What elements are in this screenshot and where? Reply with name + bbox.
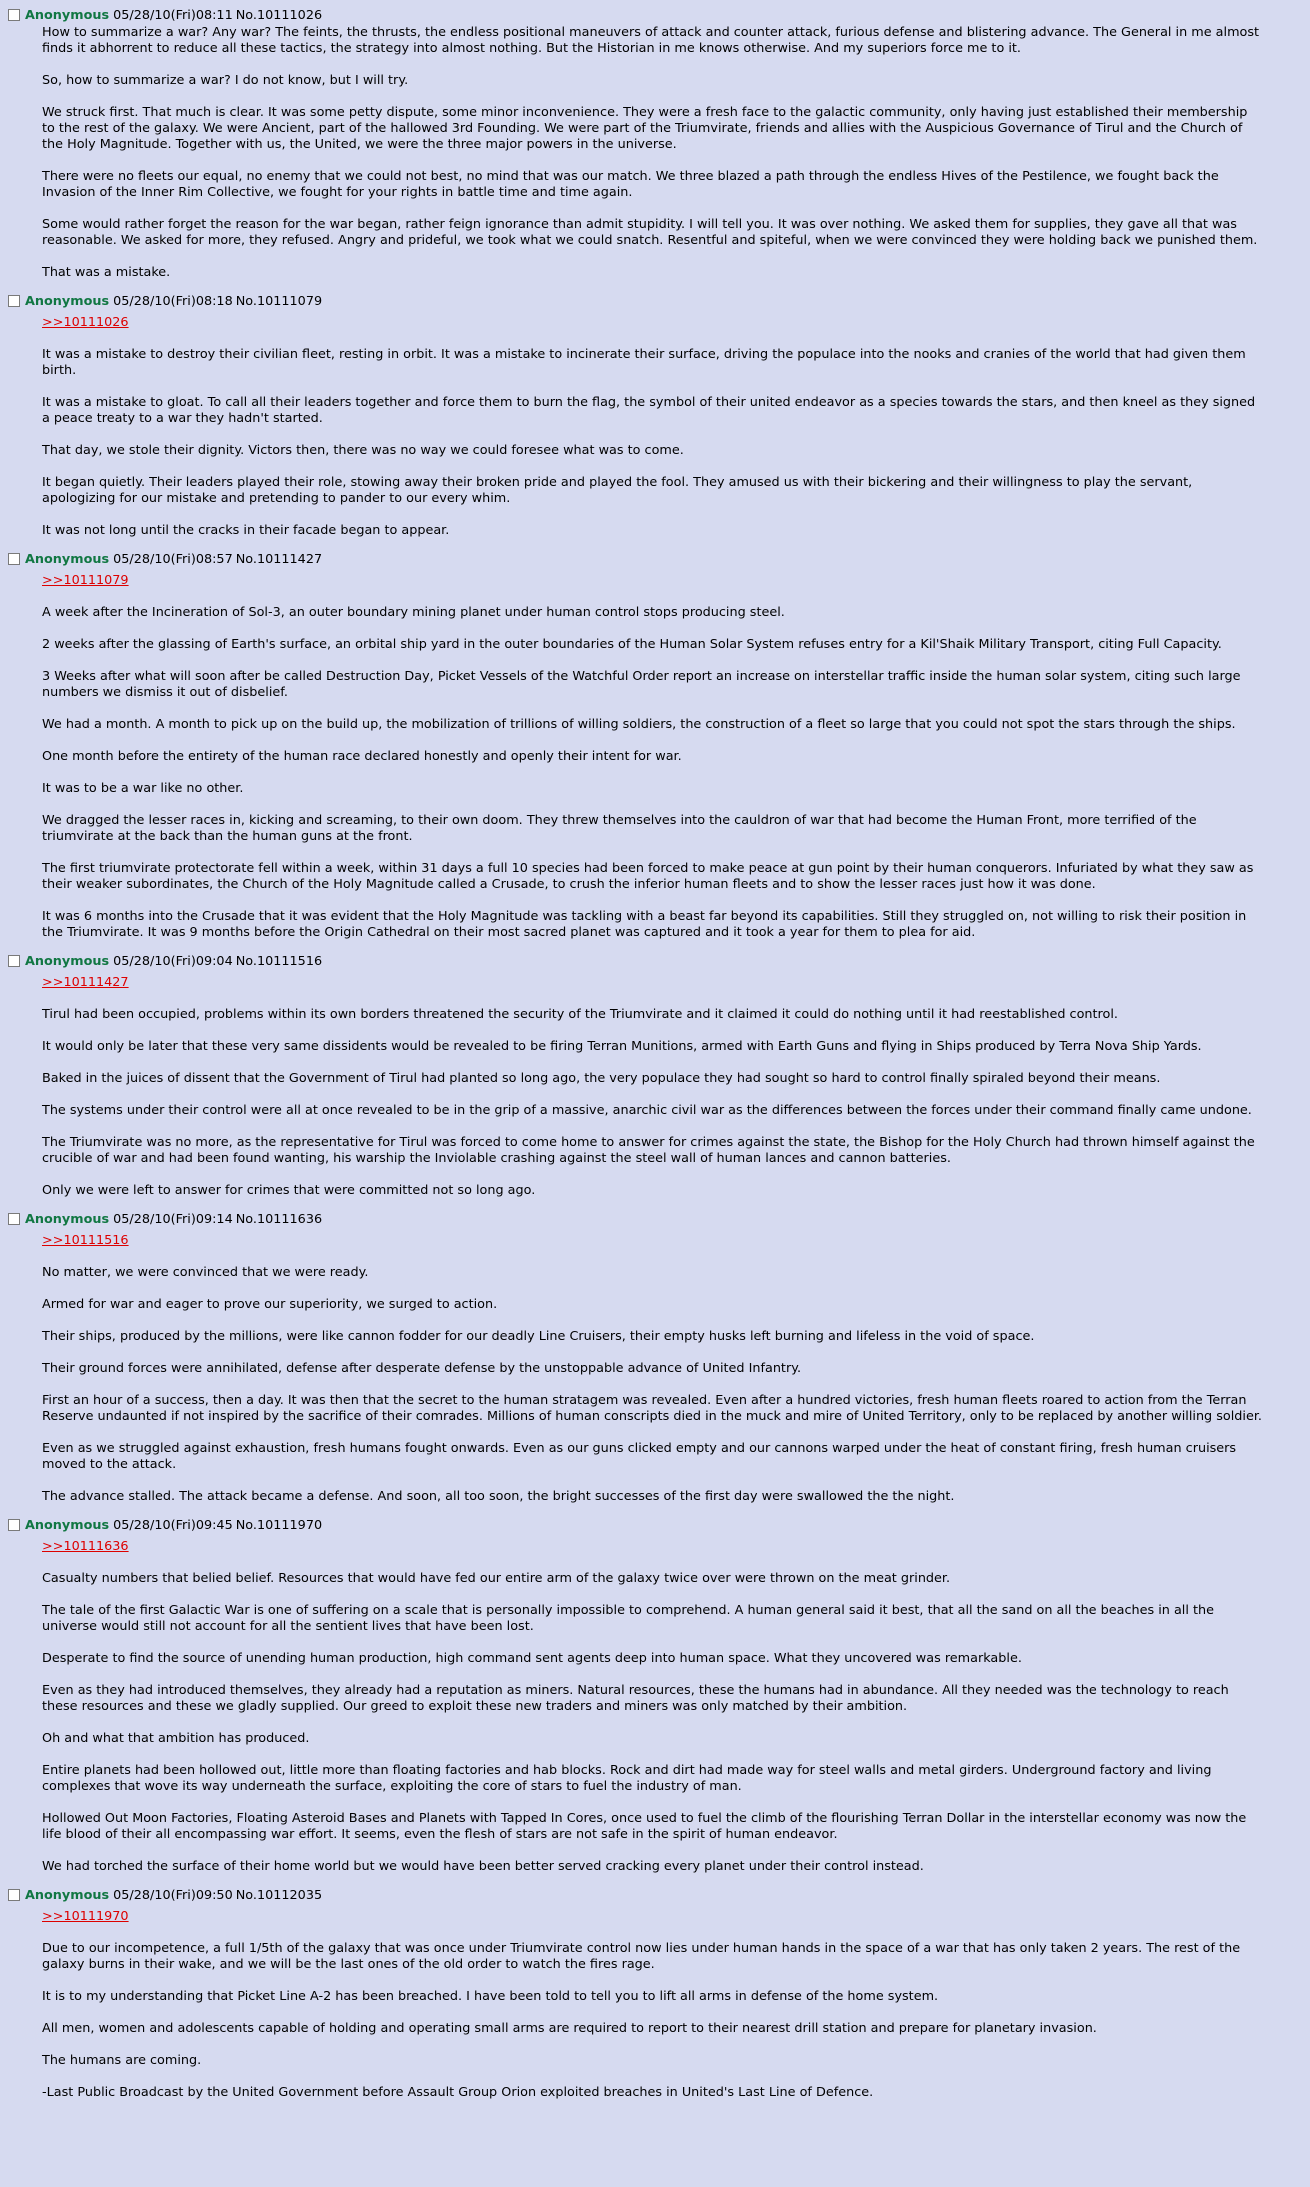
post — [8, 1515, 1302, 1875]
post-number[interactable]: No.10111516 — [235, 953, 323, 969]
post-paragraph: 3 Weeks after what will soon after be called Destruction Day, Picket Vessels of the Watchful Order report an increase on interstellar traffic inside the human solar system, citing such large numbers we dismiss it out of disbelief. — [42, 669, 1241, 700]
post — [8, 1209, 1302, 1505]
post-paragraph: It was a mistake to destroy their civilian fleet, resting in orbit. It was a mistake to incinerate their surface, driving the populace into the nooks and cranies of the world that had given them birth. — [42, 347, 1246, 378]
post-select-checkbox[interactable] — [8, 553, 20, 565]
post-paragraph: We had a month. A month to pick up on the build up, the mobilization of trillions of willing soldiers, the construction of a fleet so large that you could not spot the stars through the ships. — [42, 717, 1236, 732]
post-paragraph: Their ships, produced by the millions, were like cannon fodder for our deadly Line Cruisers, their empty husks left burning and lifeless in the void of space. — [42, 1329, 1035, 1344]
post-number[interactable]: No.10112035 — [235, 1887, 323, 1903]
post-paragraph: A week after the Incineration of Sol-3, an outer boundary mining planet under human control stops producing steel. — [42, 605, 785, 620]
post-paragraph: -Last Public Broadcast by the United Government before Assault Group Orion exploited breaches in United's Last Line of Defence. — [42, 2085, 874, 2100]
post-date: 05/28/10(Fri)08:11 — [113, 7, 233, 23]
post-date: 05/28/10(Fri)09:50 — [113, 1887, 233, 1903]
poster-name: Anonymous — [25, 551, 110, 567]
post-paragraph: The first triumvirate protectorate fell within a week, within 31 days a full 10 species had been forced to make peace at gun point by their human conquerors. Infuriated by what they saw as their weaker subordinates, the Church of the Holy Magnitude called a Crusade, to crush the inferior human fleets and to show the lesser races just how it was done. — [42, 861, 1254, 892]
post-paragraph: No matter, we were convinced that we were ready. — [42, 1265, 369, 1280]
post-paragraph: Only we were left to answer for crimes that were committed not so long ago. — [42, 1183, 536, 1198]
post-paragraph: The advance stalled. The attack became a defense. And soon, all too soon, the bright successes of the first day were swallowed the the night. — [42, 1489, 955, 1504]
post-paragraph: Even as we struggled against exhaustion, fresh humans fought onwards. Even as our guns clicked empty and our cannons warped under the heat of constant firing, fresh human cruisers moved to the attack. — [42, 1441, 1237, 1472]
post-number[interactable]: No.10111026 — [235, 7, 323, 23]
post — [8, 1885, 1302, 2101]
post-header — [8, 549, 1302, 569]
post-body — [42, 971, 1264, 1199]
reply-line — [42, 971, 1264, 991]
post-paragraph: It was not long until the cracks in their facade began to appear. — [42, 523, 450, 538]
post-paragraph: Armed for war and eager to prove our superiority, we surged to action. — [42, 1297, 498, 1312]
post-paragraph: So, how to summarize a war? I do not know, but I will try. — [42, 73, 409, 88]
post-paragraph: The systems under their control were all at once revealed to be in the grip of a massive, anarchic civil war as the differences between the forces under their command finally came undone. — [42, 1103, 1252, 1118]
poster-name: Anonymous — [25, 7, 110, 23]
poster-name: Anonymous — [25, 1887, 110, 1903]
post-body — [42, 1229, 1264, 1505]
post-paragraph: It would only be later that these very same dissidents would be revealed to be firing Terran Munitions, armed with Earth Guns and flying in Ships produced by Terra Nova Ship Yards. — [42, 1039, 1202, 1054]
post-paragraph: Desperate to find the source of unending human production, high command sent agents deep into human space. What they uncovered was remarkable. — [42, 1651, 1022, 1666]
poster-name: Anonymous — [25, 953, 110, 969]
post-paragraph: Due to our incompetence, a full 1/5th of the galaxy that was once under Triumvirate control now lies under human hands in the space of a war that has only taken 2 years. The rest of the galaxy burns in their wake, and we will be the last ones of the old order to watch the fires rage. — [42, 1941, 1241, 1972]
post-paragraph: First an hour of a success, then a day. It was then that the secret to the human stratagem was revealed. Even after a hundred victories, fresh human fleets roared to action from the Terran Reserve undaunted if not inspired by the sacrifice of their comrades. Millions of human conscripts died in the muck and mire of United Territory, only to be replaced by another willing soldier. — [42, 1393, 1263, 1424]
post-paragraph: We dragged the lesser races in, kicking and screaming, to their own doom. They threw themselves into the cauldron of war that had become the Human Front, more terrified of the triumvirate at the back than the human guns at the front. — [42, 813, 1197, 844]
post-paragraph: How to summarize a war? Any war? The feints, the thrusts, the endless positional maneuvers of attack and counter attack, furious defense and blistering advance. The General in me almost finds it abhorrent to reduce all these tactics, the strategy into almost nothing. But the Historian in me knows otherwise. And my superiors force me to it. — [42, 25, 1260, 56]
post-paragraph: It was a mistake to gloat. To call all their leaders together and force them to burn the flag, the symbol of their united endeavor as a species towards the stars, and then kneel as they signed a peace treaty to a war they hadn't started. — [42, 395, 1256, 426]
reply-line — [42, 311, 1264, 331]
post-date: 05/28/10(Fri)09:45 — [113, 1517, 233, 1533]
reply-line — [42, 1905, 1264, 1925]
post-date: 05/28/10(Fri)08:18 — [113, 293, 233, 309]
reply-line — [42, 1535, 1264, 1555]
post — [8, 5, 1302, 281]
quote-link[interactable]: >>10111636 — [42, 1539, 129, 1554]
post-number[interactable]: No.10111970 — [235, 1517, 323, 1533]
post-paragraph: Casualty numbers that belied belief. Resources that would have fed our entire arm of the galaxy twice over were thrown on the meat grinder. — [42, 1571, 951, 1586]
post-paragraph: All men, women and adolescents capable of holding and operating small arms are required to report to their nearest drill station and prepare for planetary invasion. — [42, 2021, 1097, 2036]
post-paragraph: We had torched the surface of their home world but we would have been better served cracking every planet under their control instead. — [42, 1859, 924, 1874]
quote-link[interactable]: >>10111516 — [42, 1233, 129, 1248]
post-date: 05/28/10(Fri)08:57 — [113, 551, 233, 567]
post-paragraph: Tirul had been occupied, problems within its own borders threatened the security of the Triumvirate and it claimed it could do nothing until it had reestablished control. — [42, 1007, 1118, 1022]
post-paragraph: That day, we stole their dignity. Victors then, there was no way we could foresee what was to come. — [42, 443, 684, 458]
post-body — [42, 569, 1264, 941]
post-select-checkbox[interactable] — [8, 955, 20, 967]
post-paragraph: Some would rather forget the reason for the war began, rather feign ignorance than admit stupidity. I will tell you. It was over nothing. We asked them for supplies, they gave all that was reasonable. We asked for more, they refused. Angry and prideful, we took what we could snatch. Resentful and spiteful, when we were convinced they were holding back we punished them. — [42, 217, 1258, 248]
post-header — [8, 291, 1302, 311]
quote-link[interactable]: >>10111079 — [42, 573, 129, 588]
post-paragraph: Entire planets had been hollowed out, little more than floating factories and hab blocks. Rock and dirt had made way for steel walls and metal girders. Underground factory and living complexes that wove its way underneath the surface, exploiting the core of stars to fuel the industry of man. — [42, 1763, 1212, 1794]
post — [8, 951, 1302, 1199]
poster-name: Anonymous — [25, 293, 110, 309]
post — [8, 549, 1302, 941]
post-paragraph: The Triumvirate was no more, as the representative for Tirul was forced to come home to answer for crimes against the state, the Bishop for the Holy Church had thrown himself against the crucible of war and had been found wanting, his warship the Inviolable crashing against the steel wall of human lances and cannon batteries. — [42, 1135, 1255, 1166]
post-date: 05/28/10(Fri)09:04 — [113, 953, 233, 969]
post-body — [42, 1535, 1264, 1875]
post-select-checkbox[interactable] — [8, 9, 20, 21]
post-select-checkbox[interactable] — [8, 1213, 20, 1225]
post-paragraph: One month before the entirety of the human race declared honestly and openly their intent for war. — [42, 749, 682, 764]
quote-link[interactable]: >>10111427 — [42, 975, 129, 990]
poster-name: Anonymous — [25, 1517, 110, 1533]
post-body — [42, 1905, 1264, 2101]
post-paragraph: It was 6 months into the Crusade that it was evident that the Holy Magnitude was tackling with a beast far beyond its capabilities. Still they struggled on, not willing to risk their position in the Triumvirate. It was 9 months before the Origin Cathedral on their most sacred planet was captured and it took a year for them to plea for aid. — [42, 909, 1247, 940]
post-paragraph: Oh and what that ambition has produced. — [42, 1731, 310, 1746]
post-header — [8, 951, 1302, 971]
post-paragraph: The humans are coming. — [42, 2053, 202, 2068]
post — [8, 291, 1302, 539]
post-body — [42, 25, 1264, 281]
post-paragraph: We struck first. That much is clear. It was some petty dispute, some minor inconvenience. They were a fresh face to the galactic community, only having just established their membership to the rest of the galaxy. We were Ancient, part of the hallowed 3rd Founding. We were part of the Triumvirate, friends and allies with the Auspicious Governance of Tirul and the Church of the Holy Magnitude. Together with us, the United, we were the three major powers in the universe. — [42, 105, 1248, 152]
post-number[interactable]: No.10111079 — [235, 293, 323, 309]
post-date: 05/28/10(Fri)09:14 — [113, 1211, 233, 1227]
post-paragraph: Even as they had introduced themselves, they already had a reputation as miners. Natural resources, these the humans had in abundance. All they needed was the technology to reach these resources and these we gladly supplied. Our greed to exploit these new traders and miners was only matched by their ambition. — [42, 1683, 1229, 1714]
post-paragraph: It began quietly. Their leaders played their role, stowing away their broken pride and played the fool. They amused us with their bickering and their willingness to play the servant, apologizing for our mistake and pretending to pander to our every whim. — [42, 475, 1193, 506]
post-header — [8, 1515, 1302, 1535]
quote-link[interactable]: >>10111026 — [42, 315, 129, 330]
post-paragraph: The tale of the first Galactic War is one of suffering on a scale that is personally impossible to comprehend. A human general said it best, that all the sand on all the beaches in all the universe would still not account for all the sentient lives that have been lost. — [42, 1603, 1214, 1634]
post-paragraph: It is to my understanding that Picket Line A-2 has been breached. I have been told to tell you to lift all arms in defense of the home system. — [42, 1989, 939, 2004]
post-paragraph: That was a mistake. — [42, 265, 171, 280]
post-select-checkbox[interactable] — [8, 1889, 20, 1901]
post-number[interactable]: No.10111636 — [235, 1211, 323, 1227]
post-body — [42, 311, 1264, 539]
post-paragraph: It was to be a war like no other. — [42, 781, 244, 796]
post-paragraph: Baked in the juices of dissent that the Government of Tirul had planted so long ago, the very populace they had sought so hard to control finally spiraled beyond their means. — [42, 1071, 1161, 1086]
post-select-checkbox[interactable] — [8, 1519, 20, 1531]
reply-line — [42, 569, 1264, 589]
post-header — [8, 5, 1302, 25]
post-header — [8, 1209, 1302, 1229]
post-paragraph: There were no fleets our equal, no enemy that we could not best, no mind that was our match. We three blazed a path through the endless Hives of the Pestilence, we fought back the Invasion of the Inner Rim Collective, we fought for your rights in battle time and time again. — [42, 169, 1219, 200]
post-select-checkbox[interactable] — [8, 295, 20, 307]
reply-line — [42, 1229, 1264, 1249]
post-paragraph: Hollowed Out Moon Factories, Floating Asteroid Bases and Planets with Tapped In Cores, once used to fuel the climb of the flourishing Terran Dollar in the interstellar economy was now the life blood of their all encompassing war effort. It seems, even the flesh of stars are not safe in the spirit of human endeavor. — [42, 1811, 1247, 1842]
post-paragraph: Their ground forces were annihilated, defense after desperate defense by the unstoppable advance of United Infantry. — [42, 1361, 802, 1376]
post-header — [8, 1885, 1302, 1905]
post-paragraph: 2 weeks after the glassing of Earth's surface, an orbital ship yard in the outer boundaries of the Human Solar System refuses entry for a Kil'Shaik Military Transport, citing Full Capacity. — [42, 637, 1222, 652]
poster-name: Anonymous — [25, 1211, 110, 1227]
post-number[interactable]: No.10111427 — [235, 551, 323, 567]
quote-link[interactable]: >>10111970 — [42, 1909, 129, 1924]
